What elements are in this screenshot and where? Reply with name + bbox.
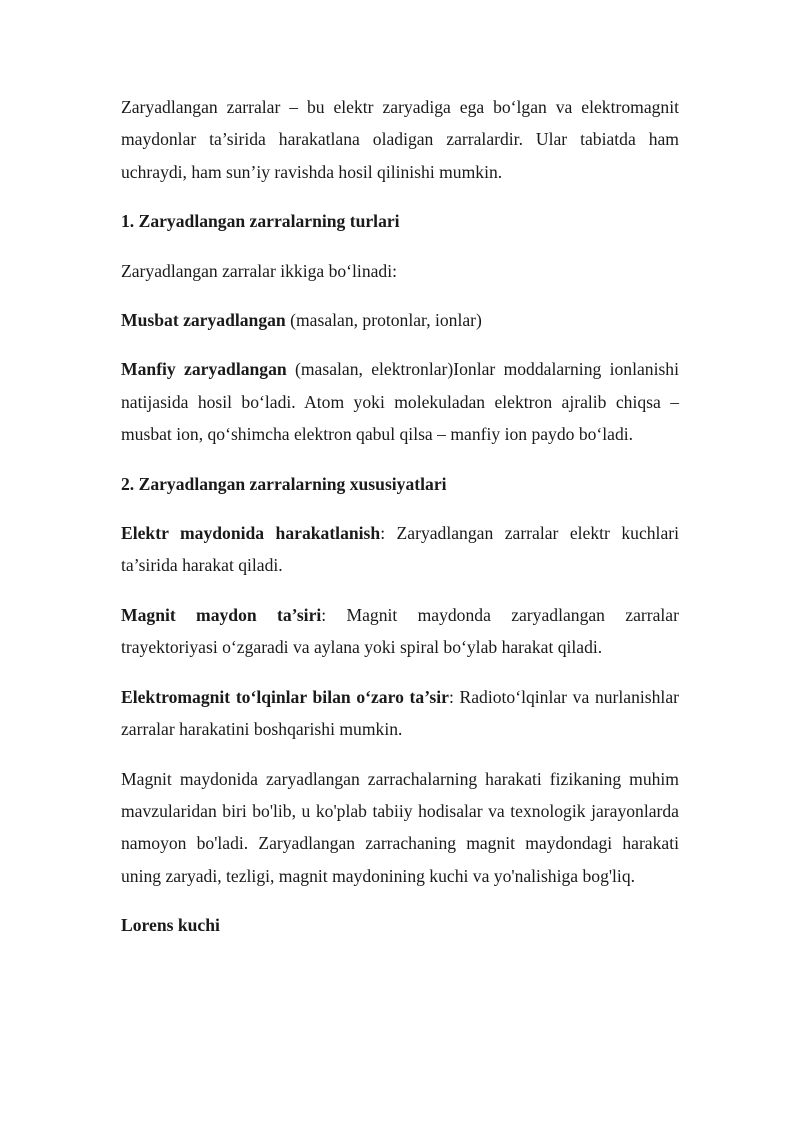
magnetic-field-term: Magnit maydon ta’siri — [121, 604, 322, 625]
magnetic-field-paragraph — [121, 599, 679, 664]
document-page — [121, 91, 679, 959]
positive-charge-text: (masalan, protonlar, ionlar) — [285, 310, 482, 331]
section-heading-types: 1. Zaryadlangan zarralarning turlari — [121, 211, 400, 232]
em-waves-term: Elektromagnit to‘lqinlar bilan o‘zaro ta’sir — [121, 686, 449, 707]
positive-charge-term: Musbat zaryadlangan — [121, 310, 286, 331]
em-waves-paragraph — [121, 681, 679, 746]
em-waves-text: : Radioto‘lqinlar va nurlanishlar zarralar harakatini boshqarishi mumkin. — [121, 686, 679, 740]
electric-field-paragraph — [121, 517, 679, 582]
section-heading-properties: 2. Zaryadlangan zarralarning xususiyatlari — [121, 473, 447, 494]
types-intro-paragraph: Zaryadlangan zarralar ikkiga bo‘linadi: — [121, 260, 397, 281]
negative-charge-text: (masalan, elektronlar)Ionlar moddalarning ionlanishi natijasida hosil bo‘ladi. Atom yoki molekuladan elektron ajralib chiqsa – musbat ion, qo‘shimcha elektron qabul qilsa – manfiy ion paydo bo‘ladi. — [121, 359, 679, 445]
negative-charge-term: Manfiy zaryadlangan — [121, 359, 287, 380]
intro-paragraph: Zaryadlangan zarralar – bu elektr zaryadiga ega bo‘lgan va elektromagnit maydonlar ta’sirida harakatlana oladigan zarralardir. Ular tabiatda ham uchraydi, ham sun’iy ravishda hosil qilinishi mumkin. — [121, 97, 679, 182]
section-heading-lorentz: Lorens kuchi — [121, 915, 220, 936]
positive-charge-paragraph — [121, 304, 679, 336]
negative-charge-paragraph — [121, 353, 679, 450]
electric-field-text: : Zaryadlangan zarralar elektr kuchlari ta’sirida harakat qiladi. — [121, 523, 679, 576]
magnetic-motion-paragraph: Magnit maydonida zaryadlangan zarrachalarning harakati fizikaning muhim mavzularidan biri bo'lib, u ko'plab tabiiy hodisalar va texnologik jarayonlarda namoyon bo'ladi. Zaryadlangan zarrachaning magnit maydondagi harakati uning zaryadi, tezligi, magnit maydonining kuchi va yo'nalishiga bog'liq. — [121, 768, 679, 886]
electric-field-term: Elektr maydonida harakatlanish — [121, 523, 381, 544]
magnetic-field-text: : Magnit maydonda zaryadlangan zarralar trayektoriyasi o‘zgaradi va aylana yoki spiral bo‘ylab harakat qiladi. — [121, 604, 679, 658]
